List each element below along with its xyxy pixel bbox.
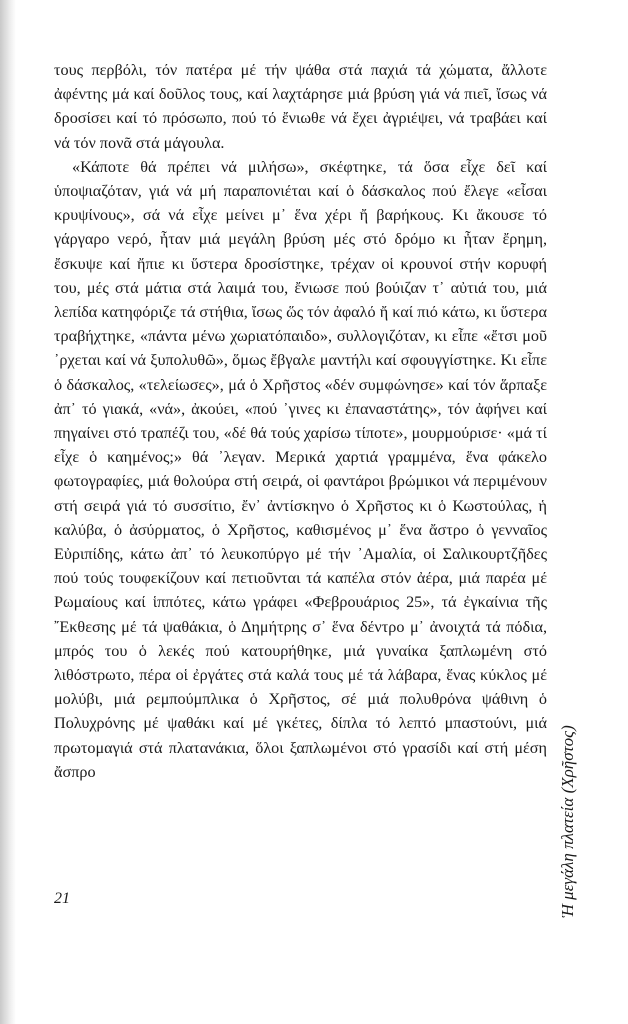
page-number: 21	[54, 890, 70, 907]
running-head: Ἡ μεγάλη πλατεία (Χρῆστος)	[558, 725, 577, 918]
page-edge-shadow	[0, 0, 16, 1024]
paragraph-2: «Κάποτε θά πρέπει νά μιλήσω», σκέφτηκε, τά ὅσα εἶχε δεῖ καί ὑποψιαζόταν, γιά νά μή παραπονιέται καί ὁ δάσκαλος πού ἔλεγε «εἶσαι κρυψίνους», σά νά εἶχε μείνει μ᾿ ἕνα χέρι ἤ βαρήκους. Κι ἄκουσε τό γάργαρο νερό, ἦταν μιά μεγάλη βρύση μές στό δρόμο κι ἦταν ἔρημη, ἔσκυψε καί ἤπιε κι ὕστερα δροσίστηκε, τρέχαν οἱ κρουνοί στήν κορυφή του, μές στά μάτια στά λαιμά του, ἔνιωσε πού βούιζαν τ᾿ αὐτιά του, μιά λεπίδα κατηφόριζε τά στήθια, ἴσως ὥς τόν ἀφαλό ἤ καί πιό κάτω, κι ὕστερα τραβήχτηκε, «πάντα μένω χωριατόπαιδο», συλλογιζόταν, κι εἶπε «ἔτσι μοῦ ᾿ρχεται καί νά ξυπολυθῶ», ὅμως ἔβγαλε μαντήλι καί σφουγγίστηκε. Κι εἶπε ὁ δάσκαλος, «τελείωσες», μά ὁ Χρῆστος «δέν συμφώνησε» καί τόν ἅρπαξε ἀπ᾿ τό γιακά, «νά», ἀκούει, «πού ᾿γινες κι ἐπαναστάτης», τόν ἀφήνει καί πηγαίνει στό τραπέζι του, «δέ θά τούς χαρίσω τίποτε», μουρμούρισε· «μά τί εἶχε ὁ καημένος;» θά ᾿λεγαν. Μερικά χαρτιά γραμμένα, ἕνα φάκελο φωτογραφίες, μιά θολούρα στή σειρά, οἱ φαντάροι βρώμικοι νά περιμένουν στή σειρά γιά τό συσσίτιο, ἔν᾿ ἀντίσκηνο ὁ Χρῆστος κι ὁ Κωστούλας, ἡ καλύβα, ὁ ἀσύρματος, ὁ Χρῆστος, καθισμένος μ᾿ ἕνα ἄστρο ὁ γενναῖος Εὐριπίδης, κάτω ἀπ᾿ τό λευκοπύργο μέ τήν ᾿Αμαλία, οἱ Σαλικουρτζῆδες πού τούς τουφεκίζουν καί πετιοῦνται τά καπέλα στόν ἀέρα, μιά παρέα μέ Ρωμαίους καί ἱππότες, κάτω γράφει «Φεβρουάριος 25», τά ἐγκαίνια τῆς ῎Εκθεσης μέ τά ψαθάκια, ὁ Δημήτρης σ᾿ ἕνα δέντρο μ᾿ ἀνοιχτά τά πόδια, μπρός του ὁ λεκές πού κατουρήθηκε, μιά γυναίκα ξαπλωμένη στό λιθόστρωτο, πέρα οἱ ἐργάτες στά καλά τους μέ τά λάβαρα, ἕνας κύκλος μέ μολύβι, μιά ρεμπούμπλικα ὁ Χρῆστος, σέ μιά πολυθρόνα ψάθινη ὁ Πολυχρόνης μέ ψαθάκι καί μέ γκέτες, δίπλα τό λεπτό μπαστούνι, μιά πρωτομαγιά στά πλατανάκια, ὅλοι ξαπλωμένοι στό γρασίδι καί στή μέση ἄσπρο	[54, 157, 547, 781]
body-text	[54, 58, 547, 784]
paragraph-1: τους περβόλι, τόν πατέρα μέ τήν ψάθα στά παχιά τά χώματα, ἄλλοτε ἀφέντης μά καί δοῦλος τους, καί λαχτάρησε μιά βρύση γιά νά πιεῖ, ἴσως νά δροσίσει καί τό πρόσωπο, πού τό ἔνιωθε νά ἔχει ἀγριέψει, νά τραβάει καί νά τόν πονᾶ στά μάγουλα.	[54, 61, 547, 152]
